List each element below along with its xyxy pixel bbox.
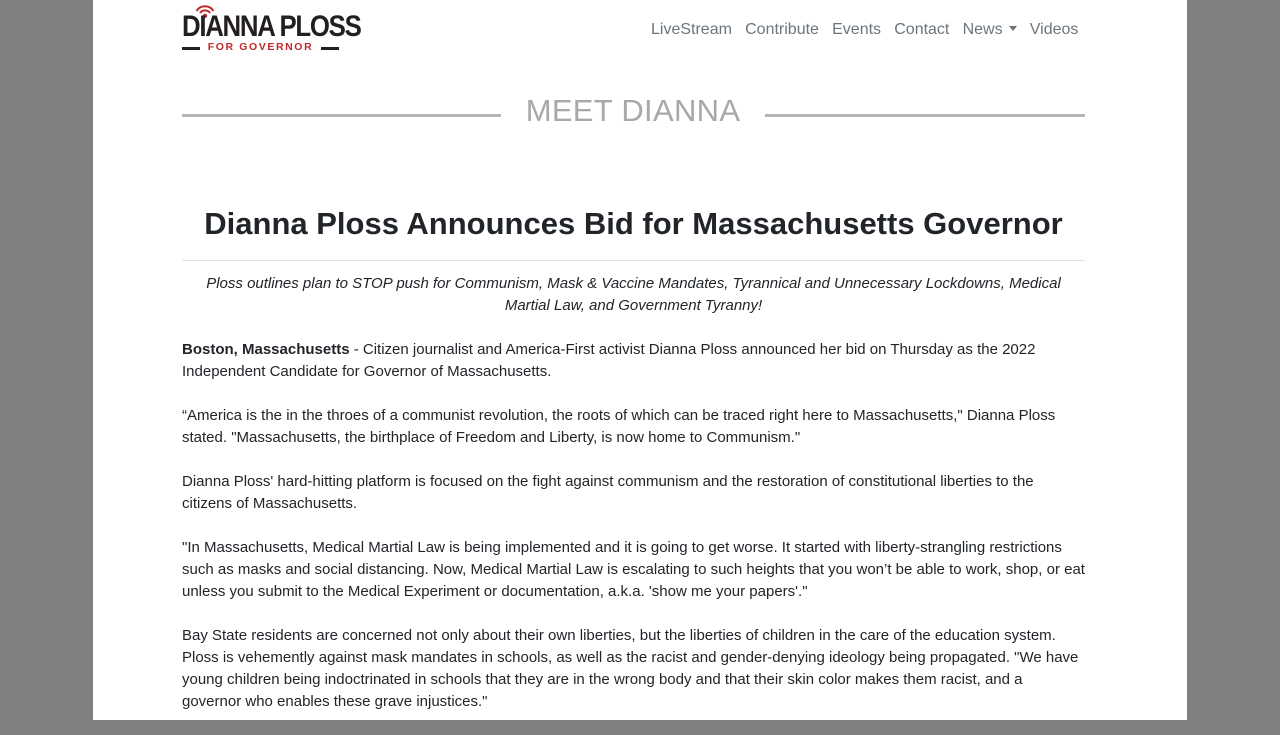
nav-contribute[interactable]: Contribute <box>745 21 819 38</box>
logo-name: DIANNA PLOSS <box>182 10 361 43</box>
page <box>93 0 1187 720</box>
nav-livestream[interactable]: LiveStream <box>651 21 732 38</box>
caret-down-icon <box>1009 26 1017 31</box>
article-title: Dianna Ploss Announces Bid for Massachusetts Governor <box>204 206 1063 241</box>
heading-divider-left <box>182 114 501 117</box>
article-paragraph: Bay State residents are concerned not only about their own liberties, but the liberties of children in the care of the education system. Ploss is vehemently against mask mandates in schools, as well as the racist and gender-denying ideology being propagated. "We have young children being indoctrinated in schools that they are in the wrong body and that their skin color makes them racist, and a governor who enables these grave injustices." <box>182 627 1079 710</box>
article-subtitle: Ploss outlines plan to STOP push for Communism, Mask & Vaccine Mandates, Tyrannical and Unnecessary Lockdowns, Medical Martial Law, and Government Tyranny! <box>206 275 1061 314</box>
article-paragraph: "In Massachusetts, Medical Martial Law is being implemented and it is going to get worse. It started with liberty-strangling restrictions such as masks and social distancing. Now, Medical Martial Law is escalating to such heights that you won’t be able to work, shop, or eat unless you submit to the Medical Experiment or documentation, a.k.a. 'show me your papers'." <box>182 539 1085 600</box>
nav-videos[interactable]: Videos <box>1029 21 1079 38</box>
dateline: Boston, Massachusetts <box>182 341 350 358</box>
title-divider <box>182 260 1085 261</box>
lead-text: - Citizen journalist and America-First activist Dianna Ploss announced her bid on Thursday as the 2022 Independent Candidate for Governor of Massachusetts. <box>182 341 1036 380</box>
campaign-logo[interactable] <box>182 4 361 54</box>
nav-news-dropdown[interactable] <box>956 19 1023 41</box>
heading-divider-right <box>765 114 1085 117</box>
nav-events[interactable]: Events <box>832 21 882 38</box>
nav-news-label: News <box>962 21 1003 38</box>
lead-paragraph <box>182 339 1085 383</box>
logo-tagline: FOR GOVERNOR <box>182 41 339 53</box>
nav-contact[interactable]: Contact <box>894 21 950 38</box>
article-body <box>182 339 1085 735</box>
section-heading-label: MEET DIANNA <box>525 93 741 128</box>
main-nav <box>644 19 1085 41</box>
article-paragraph: “America is the in the throes of a communist revolution, the roots of which can be traced right here to Massachusetts," Dianna Ploss stated. "Massachusetts, the birthplace of Freedom and Liberty, is now home to Communism." <box>182 407 1056 446</box>
section-heading <box>182 92 1085 132</box>
article-paragraph: Dianna Ploss' hard-hitting platform is focused on the fight against communism and the restoration of constitutional liberties to the citizens of Massachusetts. <box>182 473 1034 512</box>
